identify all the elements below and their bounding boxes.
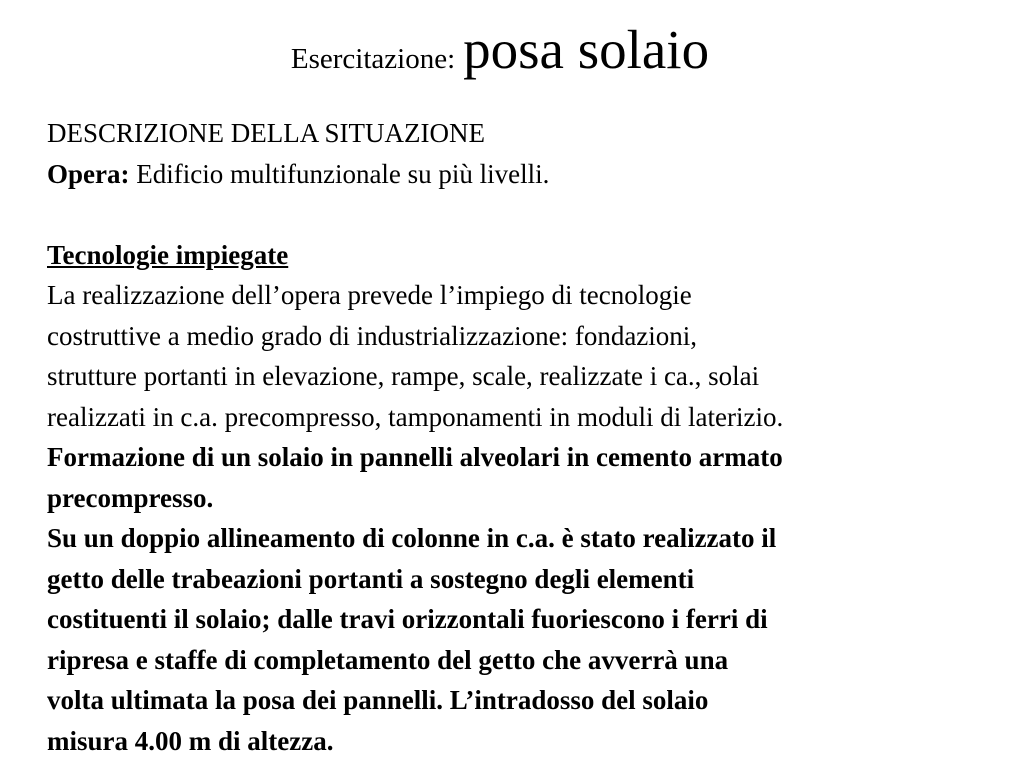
formazione-line: precompresso. [47,482,214,513]
title-main: posa solaio [463,19,710,80]
tecnologie-heading-line [47,235,997,276]
descrizione-line: volta ultimata la posa dei pannelli. L’intradosso del solaio [47,685,709,715]
descrizione-line: Su un doppio allineamento di colonne in c.a. è stato realizzato il [47,523,777,553]
opera-line [47,154,997,195]
tecnologie-line: La realizzazione dell’opera prevede l’impiego di tecnologie [47,280,692,310]
slide-body [47,113,997,761]
opera-label: Opera: [47,158,130,189]
spacer [47,194,997,235]
tecnologie-heading: Tecnologie impiegate [47,239,289,270]
tecnologie-line: realizzati in c.a. precompresso, tamponamenti in moduli di laterizio. [47,401,784,432]
slide-title [0,19,1000,80]
descrizione-line: getto delle trabeazioni portanti a sostegno degli elementi [47,563,695,594]
section-heading: DESCRIZIONE DELLA SITUAZIONE [47,118,485,148]
formazione-line: Formazione di un solaio in pannelli alveolari in cemento armato [47,442,783,472]
opera-text: Edificio multifunzionale su più livelli. [129,158,550,189]
descrizione-line: ripresa e staffe di completamento del getto che avverrà una [47,644,729,675]
tecnologie-line: strutture portanti in elevazione, rampe, scale, realizzate i ca., solai [47,361,760,391]
title-prefix: Esercitazione: [290,43,456,75]
tecnologie-line: costruttive a medio grado di industrializzazione: fondazioni, [47,320,698,351]
descrizione-line: costituenti il solaio; dalle travi orizzontali fuoriescono i ferri di [47,604,768,634]
descrizione-line: misura 4.00 m di altezza. [47,725,334,756]
